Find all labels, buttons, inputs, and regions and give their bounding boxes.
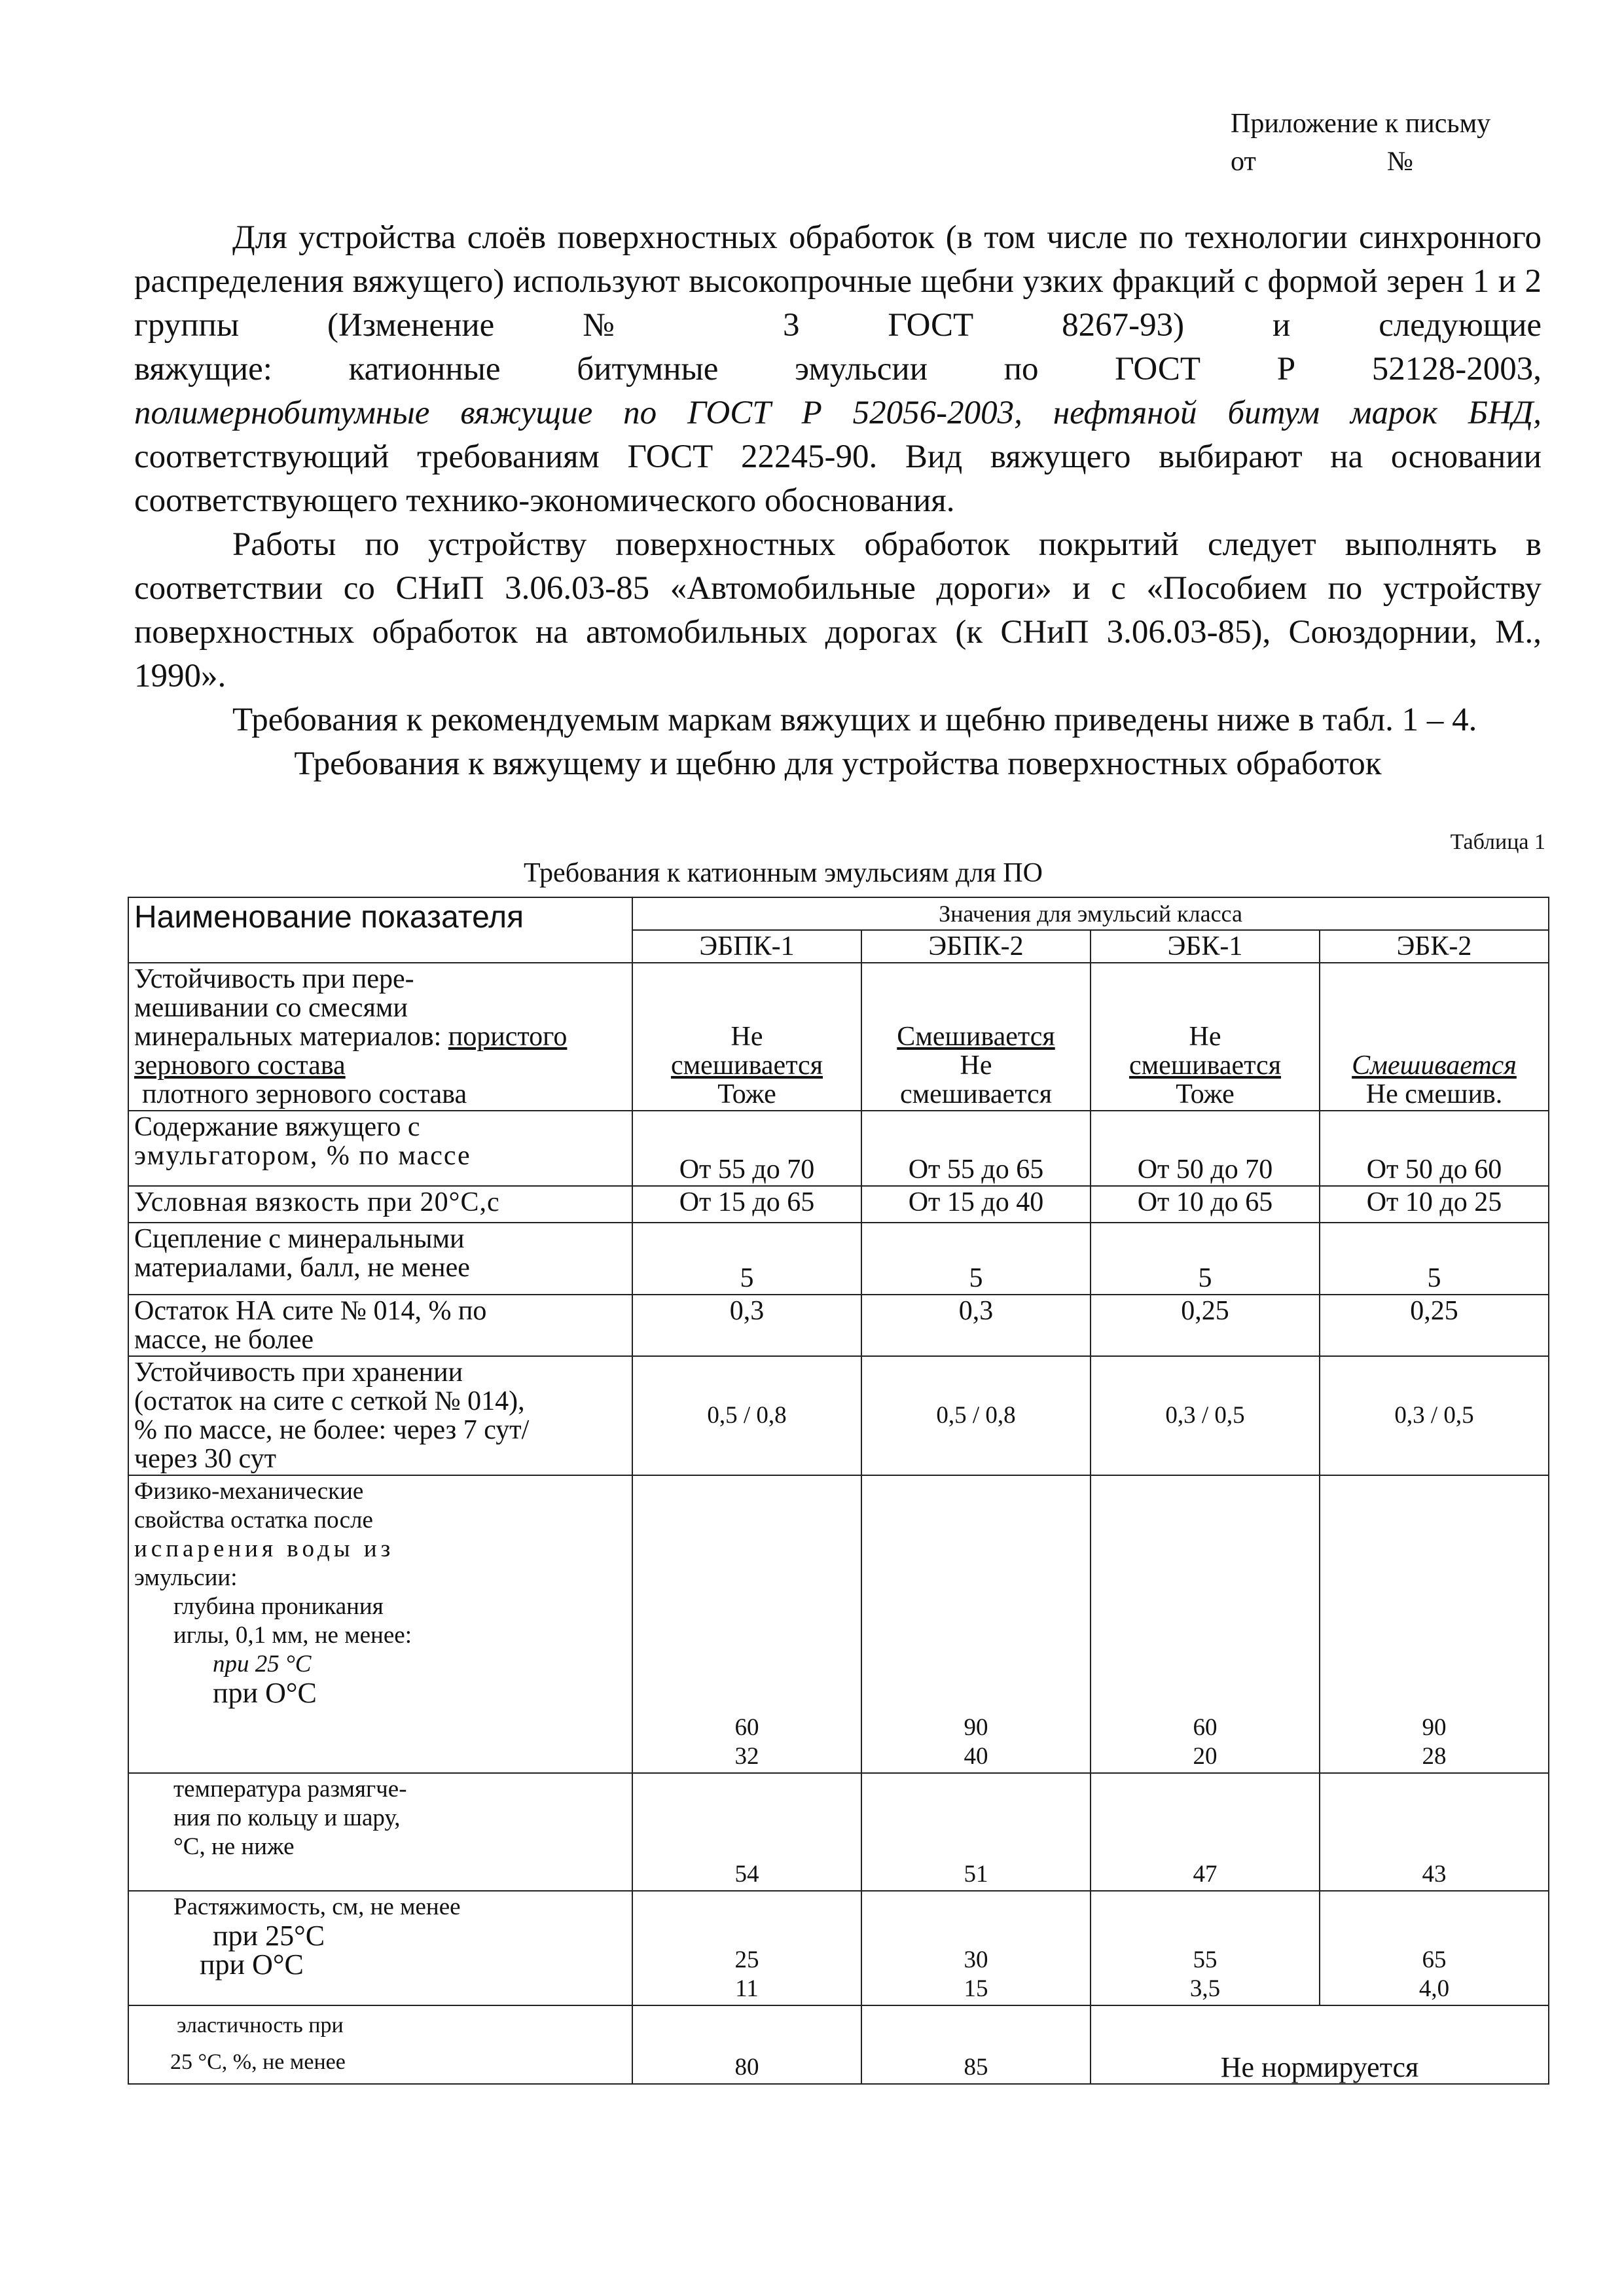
table-row — [128, 1111, 1549, 1186]
row-name-line: плотного зернового состава — [142, 1079, 467, 1109]
row-name-line: Растяжимость, см, не менее — [173, 1893, 461, 1920]
paragraph-1d: соответствующий требованиям ГОСТ 22245-90. Вид вяжущего выбирают на основании соответствующего технико-экономического обоснования. — [134, 439, 1542, 519]
row-value: 0,25 — [1091, 1295, 1320, 1356]
row-name-line: Содержание вяжущего с — [134, 1112, 420, 1142]
row-value: 43 — [1320, 1773, 1549, 1891]
value-line: смешивается — [899, 1079, 1053, 1109]
body-text — [134, 216, 1542, 786]
row-value: 5 — [1320, 1223, 1549, 1295]
row-value: 5 — [1091, 1223, 1320, 1295]
row-name-line: массе, не более — [134, 1325, 314, 1355]
row-name-line: Устойчивость при пере- — [134, 964, 414, 994]
header-indicator-name: Наименование показателя — [128, 897, 632, 963]
row-value: От 15 до 40 — [861, 1186, 1091, 1223]
row-name-line: материалами, балл, не менее — [134, 1253, 470, 1283]
row-name-line: температура размягче- — [173, 1776, 407, 1803]
row-name — [128, 2005, 632, 2084]
table-row — [128, 963, 1549, 1111]
row-value: От 15 до 65 — [632, 1186, 861, 1223]
header-class: ЭБК-2 — [1320, 930, 1549, 963]
row-name-line: мешивании со смесями — [134, 993, 408, 1023]
row-value — [632, 1891, 861, 2005]
appendix-number: № — [1386, 147, 1413, 177]
row-value: 80 — [632, 2005, 861, 2084]
value-line: 4,0 — [1418, 1975, 1450, 2002]
row-value — [861, 1891, 1091, 2005]
row-value: От 55 до 65 — [861, 1111, 1091, 1186]
value-line: смешивается — [1128, 1050, 1282, 1081]
row-name-line: эластичность при — [177, 2013, 344, 2037]
row-name — [128, 1773, 632, 1891]
table-label: Таблица 1 — [1450, 830, 1545, 854]
row-value: 0,5 / 0,8 — [861, 1356, 1091, 1475]
row-name-line: (остаток на сите с сеткой № 014), — [134, 1386, 525, 1416]
table-row — [128, 1295, 1549, 1356]
value-line: 60 — [734, 1714, 759, 1741]
value-line: 90 — [1422, 1714, 1447, 1741]
row-value: От 50 до 70 — [1091, 1111, 1320, 1186]
table-header-row — [128, 897, 1549, 930]
header-class: ЭБПК-2 — [861, 930, 1091, 963]
row-name-line: при 25 °С — [213, 1651, 312, 1677]
row-value — [861, 1475, 1091, 1773]
row-name-line: % по массе, не более: через 7 сут/ — [134, 1415, 530, 1445]
row-value: 47 — [1091, 1773, 1320, 1891]
row-name-line: иглы, 0,1 мм, не менее: — [173, 1622, 412, 1649]
header-class-values: Значения для эмульсий класса — [632, 897, 1549, 930]
row-value-merged: Не нормируется — [1091, 2005, 1549, 2084]
row-value: 0,3 — [861, 1295, 1091, 1356]
header-class: ЭБК-1 — [1091, 930, 1320, 963]
value-line: 15 — [964, 1975, 988, 2002]
row-name-line: 25 °С, %, не менее — [170, 2050, 346, 2074]
row-name-line: минеральных материалов: — [134, 1022, 442, 1052]
row-name — [128, 1111, 632, 1186]
paragraph-1b: вяжущие: катионные битумные эмульсии по ГОСТ Р 52128-2003, — [134, 351, 1542, 387]
row-name-line: глубина проникания — [173, 1593, 384, 1620]
row-value: 0,25 — [1320, 1295, 1549, 1356]
row-name-line: Сцепление с минеральными — [134, 1224, 465, 1254]
row-name-line: при 25°С — [213, 1920, 325, 1952]
row-value — [861, 963, 1091, 1111]
paragraph-1a: Для устройства слоёв поверхностных обработок (в том числе по технологии синхронного распределения вяжущего) используют высокопрочные щебни узких фракций с формой зерен 1 и 2 группы (Изменение № 3 ГОСТ 8267-93) и следующие — [134, 219, 1542, 344]
table-row — [128, 1475, 1549, 1773]
paragraph-3: Требования к рекомендуемым маркам вяжущих и щебню приведены ниже в табл. 1 – 4. — [232, 702, 1477, 738]
row-name — [128, 1295, 632, 1356]
row-value — [632, 963, 861, 1111]
section-heading: Требования к вяжущему и щебню для устройства поверхностных обработок — [294, 745, 1382, 782]
appendix-note — [1231, 105, 1490, 181]
value-line: Смешивается — [1352, 1050, 1517, 1081]
row-name-line: зернового состава — [134, 1050, 346, 1081]
row-value: 0,5 / 0,8 — [632, 1356, 861, 1475]
row-name-line: при О°С — [213, 1677, 317, 1709]
value-line: 3,5 — [1189, 1975, 1221, 2002]
value-line: Не — [1189, 1022, 1221, 1052]
value-line: 65 — [1422, 1946, 1447, 1973]
row-value: 0,3 / 0,5 — [1091, 1356, 1320, 1475]
table-row — [128, 1773, 1549, 1891]
value-line: Не — [960, 1050, 992, 1081]
table-row — [128, 1356, 1549, 1475]
row-value: 5 — [632, 1223, 861, 1295]
row-value — [1091, 963, 1320, 1111]
row-value — [1091, 1475, 1320, 1773]
row-value: 85 — [861, 2005, 1091, 2084]
row-value: 5 — [861, 1223, 1091, 1295]
row-name — [128, 1475, 632, 1773]
row-value: От 10 до 65 — [1091, 1186, 1320, 1223]
paragraph-1c: полимернобитумные вяжущие по ГОСТ Р 52056-2003, нефтяной битум марок БНД, — [134, 395, 1542, 431]
value-line: Не — [731, 1022, 763, 1052]
row-value — [1320, 1475, 1549, 1773]
value-line: 60 — [1193, 1714, 1218, 1741]
row-value — [1320, 963, 1549, 1111]
value-line: 40 — [964, 1743, 988, 1770]
row-value: 54 — [632, 1773, 861, 1891]
row-name-line: Устойчивость при хранении — [134, 1357, 463, 1388]
row-value — [632, 1475, 861, 1773]
row-name-line: Физико-механические — [134, 1478, 364, 1505]
value-line: 25 — [734, 1946, 759, 1973]
row-name-line: эмульгатором, % по массе — [134, 1141, 471, 1171]
row-name-line: эмульсии: — [134, 1564, 238, 1591]
row-value — [1091, 1891, 1320, 2005]
row-name-line: ния по кольцу и шару, — [173, 1804, 401, 1831]
value-line: 11 — [735, 1975, 759, 2002]
emulsion-requirements-table — [128, 897, 1549, 2085]
row-name-line: при О°С — [200, 1948, 304, 1981]
row-value: От 50 до 60 — [1320, 1111, 1549, 1186]
table-row — [128, 2005, 1549, 2084]
row-name — [128, 963, 632, 1111]
table-row — [128, 1223, 1549, 1295]
value-line: смешивается — [670, 1050, 823, 1081]
row-value: От 10 до 25 — [1320, 1186, 1549, 1223]
row-value: От 55 до 70 — [632, 1111, 861, 1186]
row-name-line: пористого — [448, 1022, 568, 1052]
row-name-line: через 30 сут — [134, 1444, 276, 1474]
row-name — [128, 1223, 632, 1295]
row-value: 0,3 / 0,5 — [1320, 1356, 1549, 1475]
row-name — [128, 1356, 632, 1475]
appendix-title: Приложение к письму — [1231, 109, 1491, 139]
paragraph-2: Работы по устройству поверхностных обработок покрытий следует выполнять в соответствии со СНиП 3.06.03-85 «Автомобильные дороги» и с «Пособием по устройству поверхностных обработок на автомобильных дорогах (к СНиП 3.06.03-85), Союздорнии, М., 1990». — [134, 526, 1542, 694]
value-line: Тоже — [717, 1079, 776, 1109]
row-value — [1320, 1891, 1549, 2005]
table-caption: Требования к катионным эмульсиям для ПО — [524, 858, 1043, 888]
value-line: 20 — [1193, 1743, 1218, 1770]
value-line: 90 — [964, 1714, 988, 1741]
row-name — [128, 1891, 632, 2005]
appendix-ref — [1231, 143, 1490, 181]
value-line: 32 — [734, 1743, 759, 1770]
value-line: 55 — [1193, 1946, 1218, 1973]
appendix-from: от — [1231, 147, 1256, 177]
value-line: Не смешив. — [1365, 1079, 1503, 1109]
row-value: 51 — [861, 1773, 1091, 1891]
table-row — [128, 1891, 1549, 2005]
table-row — [128, 1186, 1549, 1223]
value-line: Смешивается — [897, 1022, 1055, 1052]
value-line: 28 — [1422, 1743, 1447, 1770]
value-line: Тоже — [1176, 1079, 1235, 1109]
header-class: ЭБПК-1 — [632, 930, 861, 963]
row-name-line: испарения воды из — [134, 1535, 395, 1562]
row-name-line: Остаток НА сите № 014, % по — [134, 1296, 487, 1326]
row-name-line: °С, не ниже — [173, 1833, 295, 1860]
row-value: 0,3 — [632, 1295, 861, 1356]
value-line: 30 — [964, 1946, 988, 1973]
row-name: Условная вязкость при 20°С,с — [128, 1186, 632, 1223]
row-name-line: свойства остатка после — [134, 1507, 373, 1534]
